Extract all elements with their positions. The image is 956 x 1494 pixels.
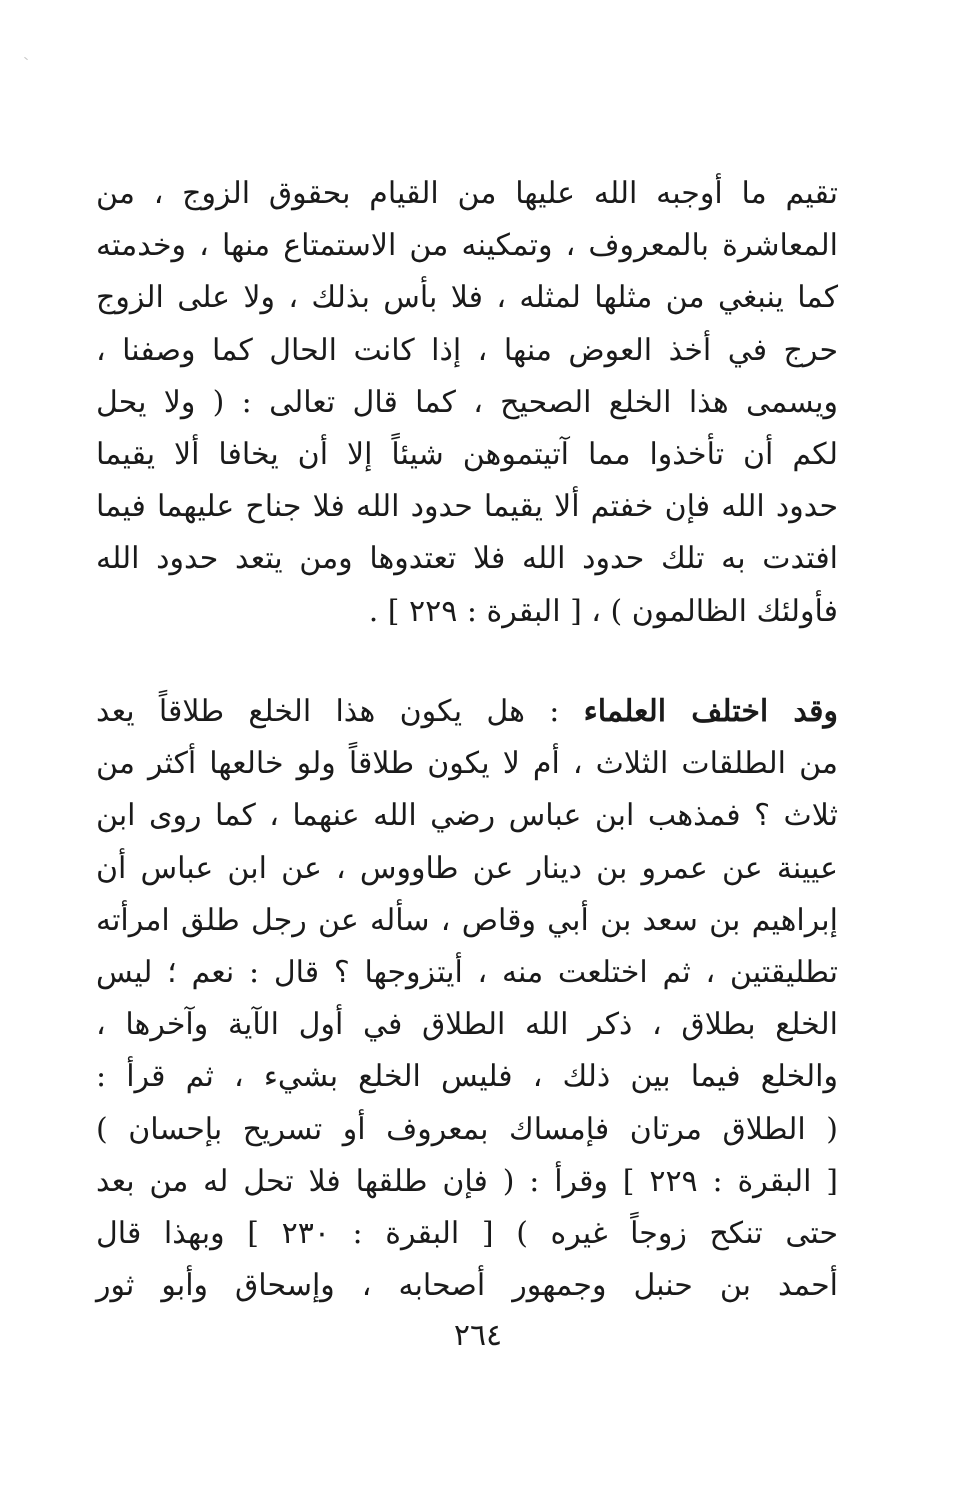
- paragraph-2-line: حتى تنكح زوجاً غيره ) [ البقرة : ٢٣٠ ] وبهذا قال: [96, 1215, 838, 1251]
- paragraph-2-line: والخلع فيما بين ذلك ، فليس الخلع بشيء ، ثم قرأ :: [96, 1059, 838, 1095]
- paragraph-2-line: تطليقتين ، ثم اختلعت منه ، أيتزوجها ؟ قال : نعم ؛ ليس: [96, 954, 838, 990]
- paragraph-1-line: ويسمى هذا الخلع الصحيح ، كما قال تعالى : ( ولا يحل: [96, 384, 838, 420]
- paragraph-1: [96, 168, 838, 638]
- page-number: ٢٦٤: [453, 1318, 503, 1353]
- paragraph-2-line: ثلاث ؟ فمذهب ابن عباس رضي الله عنهما ، كما روى ابن: [96, 798, 838, 834]
- paragraph-1-line: حرج في أخذ العوض منها ، إذا كانت الحال كما وصفنا ،: [96, 332, 838, 368]
- paragraph-2-line: ( الطلاق مرتان فإمساك بمعروف أو تسريح بإحسان ): [96, 1111, 838, 1147]
- scan-speck: [24, 57, 28, 60]
- paragraph-2-line: عيينة عن عمرو بن دينار عن طاووس ، عن ابن عباس أن: [96, 850, 838, 886]
- paragraph-2-line: [ البقرة : ٢٢٩ ] وقرأ : ( فإن طلقها فلا تحل له من بعد: [96, 1163, 838, 1199]
- paragraph-1-line: المعاشرة بالمعروف ، وتمكينه من الاستمتاع منها ، وخدمته: [96, 228, 838, 264]
- paragraph-2-first-line: [96, 686, 838, 738]
- paragraph-2: [96, 686, 838, 1312]
- paragraph-1-line: افتدت به تلك حدود الله فلا تعتدوها ومن يتعد حدود الله: [96, 541, 838, 577]
- paragraph-1-line: فأولئك الظالمون ) ، [ البقرة : ٢٢٩ ] .: [368, 593, 838, 629]
- paragraph-2-line: من الطلقات الثلاث ، أم لا يكون طلاقاً ولو خالعها أكثر من: [96, 746, 838, 782]
- paragraph-2-first-line-rest: : هل يكون هذا الخلع طلاقاً يعد: [96, 694, 584, 729]
- paragraph-2-line: إبراهيم بن سعد بن أبي وقاص ، سأله عن رجل طلق امرأته: [96, 902, 838, 938]
- paragraph-1-line: تقيم ما أوجبه الله عليها من القيام بحقوق الزوج ، من: [96, 176, 838, 211]
- paragraph-1-line: حدود الله فإن خفتم ألا يقيما حدود الله فلا جناح عليهما فيما: [96, 489, 838, 525]
- paragraph-1-line: كما ينبغي من مثلها لمثله ، فلا بأس بذلك ، ولا على الزوج: [96, 280, 838, 316]
- paragraph-2-line: أحمد بن حنبل وجمهور أصحابه ، وإسحاق وأبو ثور: [96, 1268, 838, 1304]
- paragraph-1-line: لكم أن تأخذوا مما آتيتموهن شيئاً إلا أن يخافا ألا يقيما: [96, 436, 838, 472]
- paragraph-2-lead: وقد اختلف العلماء: [583, 694, 838, 729]
- paragraph-2-line: الخلع بطلاق ، ذكر الله الطلاق في أول الآية وآخرها ،: [96, 1007, 838, 1043]
